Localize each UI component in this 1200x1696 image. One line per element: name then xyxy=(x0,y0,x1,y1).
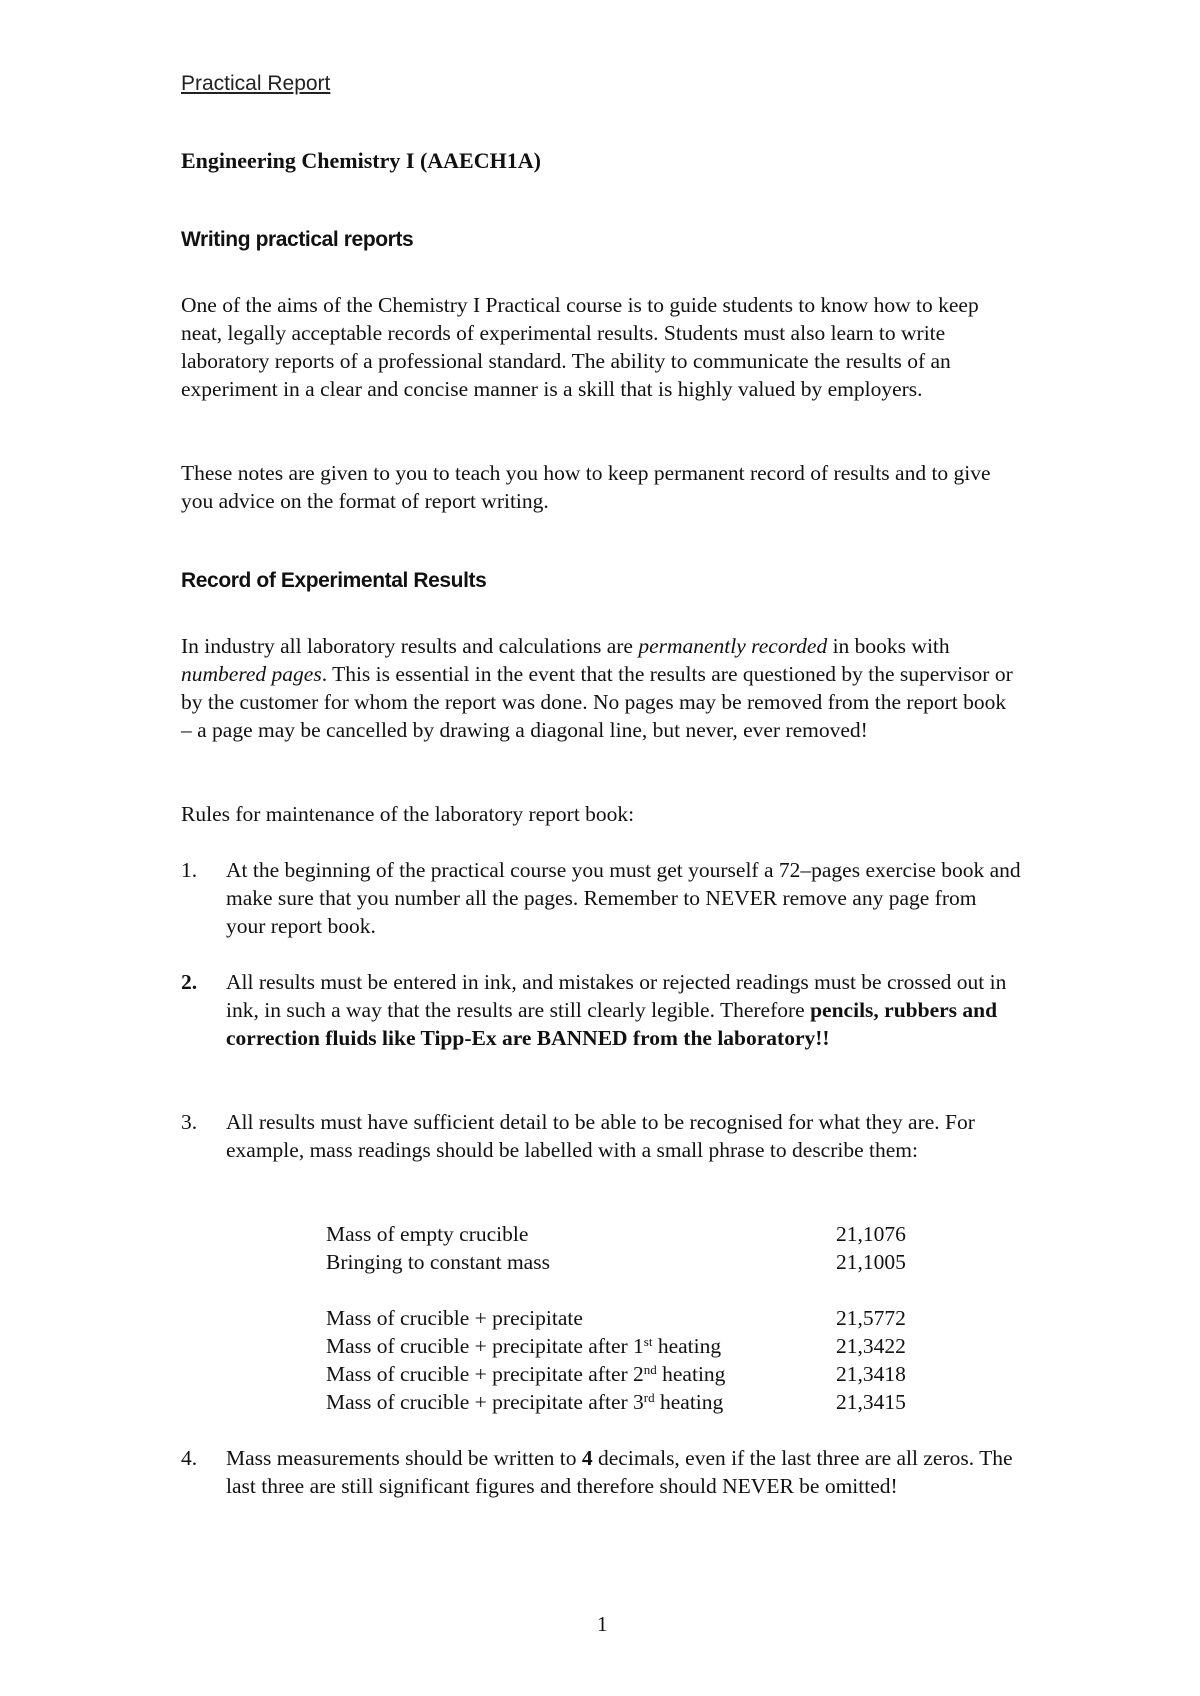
mass-label-b: heating xyxy=(656,1362,726,1386)
rule-number: 1. xyxy=(181,858,198,882)
mass-row xyxy=(326,1220,946,1248)
ordinal-suffix: rd xyxy=(643,1390,655,1405)
mass-value: 21,3422 xyxy=(836,1334,906,1358)
rule-text-bold: 4 xyxy=(581,1446,593,1470)
mass-label-b: heating xyxy=(652,1334,722,1358)
mass-label-a: Mass of crucible + precipitate after 1 xyxy=(326,1334,644,1358)
mass-label xyxy=(326,1332,721,1360)
rule-text xyxy=(226,1444,1021,1500)
mass-row xyxy=(326,1388,946,1416)
emphasis-numbered-pages: numbered pages xyxy=(181,662,322,686)
mass-label: Mass of crucible + precipitate xyxy=(326,1306,583,1330)
mass-value: 21,1076 xyxy=(836,1222,906,1246)
mass-value: 21,3418 xyxy=(836,1362,906,1386)
industry-text-b: in books with xyxy=(827,634,950,658)
industry-text-a: In industry all laboratory results and calculations are xyxy=(181,634,639,658)
rule-text-bold: pencils, rubbers and correction fluids like Tipp-Ex are BANNED from the laboratory!! xyxy=(226,998,998,1050)
section-heading-writing-reports: Writing practical reports xyxy=(181,228,414,251)
mass-value: 21,5772 xyxy=(836,1306,906,1330)
page-header: Practical Report xyxy=(181,72,331,95)
rule-text: All results must have sufficient detail to be able to be recognised for what they are. For example, mass readings should be labelled with a small phrase to describe them: xyxy=(226,1110,975,1162)
ordinal-suffix: nd xyxy=(643,1362,657,1377)
emphasis-permanently-recorded: permanently recorded xyxy=(638,634,828,658)
mass-spacer-row xyxy=(326,1276,946,1304)
mass-label: Mass of empty crucible xyxy=(326,1222,529,1246)
rule-number: 4. xyxy=(181,1446,198,1470)
rule-number: 3. xyxy=(181,1110,198,1134)
mass-row xyxy=(326,1304,946,1332)
mass-row xyxy=(326,1248,946,1276)
rule-number: 2. xyxy=(181,970,198,994)
industry-text-c: . This is essential in the event that the results are questioned by the supervisor or by the customer for whom the report was done. No pages may be removed from the report book – a page may be cancelled by drawing a diagonal line, but never, ever removed! xyxy=(181,662,1013,742)
mass-label: Bringing to constant mass xyxy=(326,1250,550,1274)
mass-label-b: heating xyxy=(654,1390,724,1414)
mass-label xyxy=(326,1388,723,1416)
mass-label xyxy=(326,1360,725,1388)
notes-paragraph: These notes are given to you to teach you how to keep permanent record of results and to give you advice on the format of report writing. xyxy=(181,461,991,513)
rule-text: At the beginning of the practical course you must get yourself a 72–pages exercise book and make sure that you number all the pages. Remember to NEVER remove any page from your report book. xyxy=(226,858,1021,938)
mass-label-a: Mass of crucible + precipitate after 2 xyxy=(326,1362,644,1386)
rule-text-a: All results must be entered in ink, and mistakes or rejected readings must be crossed out in ink, in such a way that the results are still clearly legible. Therefore xyxy=(226,970,1007,1022)
mass-readings-table xyxy=(326,1220,946,1416)
ordinal-suffix: st xyxy=(643,1334,653,1349)
rules-intro: Rules for maintenance of the laboratory report book: xyxy=(181,802,635,826)
rule-text-a: Mass measurements should be written to xyxy=(226,1446,582,1470)
mass-row xyxy=(326,1332,946,1360)
rule-text-b: decimals, even if the last three are all zeros. The last three are still significant figures and therefore should NEVER be omitted! xyxy=(226,1446,1013,1498)
intro-paragraph: One of the aims of the Chemistry I Practical course is to guide students to know how to keep neat, legally acceptable records of experimental results. Students must also learn to write laboratory reports of a professional standard. The ability to communicate the results of an experiment in a clear and concise manner is a skill that is highly valued by employers. xyxy=(181,293,979,401)
mass-label-a: Mass of crucible + precipitate after 3 xyxy=(326,1390,644,1414)
industry-paragraph xyxy=(181,632,1021,744)
document-title: Engineering Chemistry I (AAECH1A) xyxy=(181,148,541,173)
page-number: 1 xyxy=(597,1612,608,1636)
rule-text xyxy=(226,968,1021,1052)
mass-value: 21,3415 xyxy=(836,1390,906,1414)
mass-value: 21,1005 xyxy=(836,1250,906,1274)
section-heading-record-results: Record of Experimental Results xyxy=(181,569,487,592)
mass-row xyxy=(326,1360,946,1388)
